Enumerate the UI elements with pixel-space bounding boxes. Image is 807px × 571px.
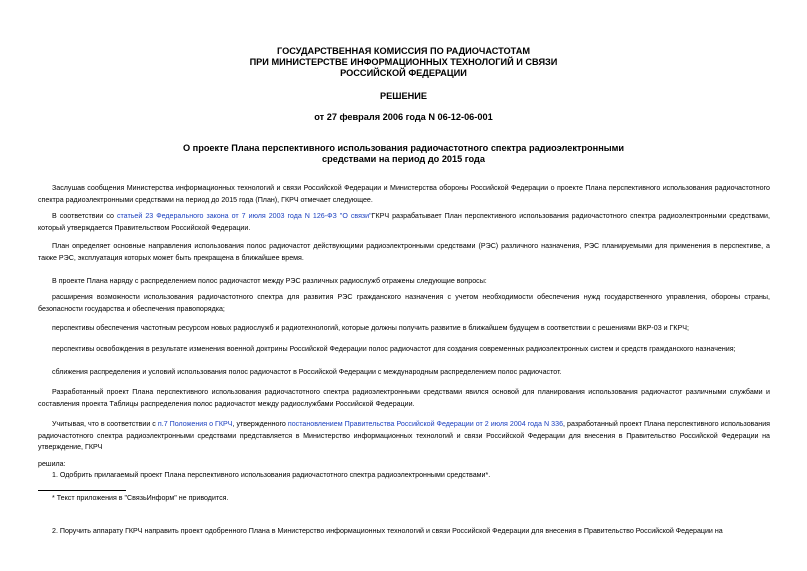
paragraph-text: ГКРЧ разрабатывает План перспективного использования радиочастотного спектра радиоэлектронными средствами, который утверждается Правительством Российской Федерации.	[38, 212, 770, 232]
government-resolution-link[interactable]: постановлением Правительства Российской Федерации от 2 июля 2004 года N 336	[287, 420, 564, 428]
paragraph-issues-intro: В проекте Плана наряду с распределением полос радиочастот между РЭС различных радиослужб отражены следующие вопросы:	[52, 277, 487, 285]
paragraph-text: , утвержденного	[232, 420, 288, 428]
paragraph-intro: Заслушав сообщения Министерства информационных технологий и связи Российской Федерации и Министерства обороны Российской Федерации о проекте Плана перспективного использования радиочастотного спектра радиоэлектронными средствами на период до 2015 года (План), ГКРЧ отмечает следующее.	[38, 184, 770, 204]
decided-label: решила:	[38, 460, 66, 468]
paragraph-draft-basis: Разработанный проект Плана перспективного использования радиочастотного спектра радиоэлектронными средствами явился основой для планирования использования радиочастот различными службами и составления проекта Таблицы распределения полос радиочастот между радиослужбами Российской Федерации.	[38, 388, 770, 408]
doc-title-line-2: средствами на период до 2015 года	[322, 154, 485, 164]
gkrch-regulation-link[interactable]: п.7 Положения о ГКРЧ	[157, 420, 233, 428]
paragraph-plan-scope: План определяет основные направления использования полос радиочастот действующими радиоэлектронными средствами (РЭС) различного назначения, РЭС планируемыми для применения в перспективе, а также РЭС, эксплуатация которых может быть прекращена в ближайшее время.	[38, 242, 770, 262]
doc-type-heading: РЕШЕНИЕ	[380, 91, 427, 101]
decision-item-2: 2. Поручить аппарату ГКРЧ направить проект одобренного Плана в Министерство информационных технологий и связи Российской Федерации для внесения в Правительство Российской Федерации на	[52, 527, 723, 535]
list-item-military-release: перспективы освобождения в результате изменения военной доктрины Российской Федерации полос радиочастот для создания современных радиоэлектронных систем и средств гражданского назначения;	[52, 345, 736, 353]
org-name-line-2: ПРИ МИНИСТЕРСТВЕ ИНФОРМАЦИОННЫХ ТЕХНОЛОГИЙ И СВЯЗИ	[249, 57, 558, 67]
communications-law-link[interactable]: "О связи"	[339, 212, 372, 220]
list-item-international-alignment: сближения распределения и условий использования полос радиочастот в Российской Федерации с международным распределением полос радиочастот.	[52, 368, 562, 376]
paragraph-text: Учитывая, что в соответствии с	[52, 420, 158, 428]
paragraph-considering	[38, 419, 770, 454]
doc-date: от 27 февраля 2006 года N 06-12-06-001	[314, 112, 493, 122]
decision-item-1: 1. Одобрить прилагаемый проект Плана перспективного использования радиочастотного спектра радиоэлектронными средствами*.	[52, 471, 491, 479]
org-name-line-3: РОССИЙСКОЙ ФЕДЕРАЦИИ	[340, 68, 467, 78]
list-item-spectrum-expansion: расширения возможности использования радиочастотного спектра для развития РЭС гражданского назначения с учетом необходимости обеспечения нужд государственного управления, обороны страны, безопасности государства и обеспечения правопорядка;	[38, 293, 770, 313]
footnote-separator	[38, 490, 126, 491]
paragraph-text: , разработанный проект Плана перспективного использования радиочастотного спектра радиоэлектронными средствами представляется в Министерство информационных технологий и связи Российской Федерации для внесения в Правительство Российской Федерации на утверждение, ГКРЧ	[38, 420, 771, 451]
footnote: * Текст приложения в "СвязьИнформ" не приводится.	[52, 494, 229, 502]
paragraph-text: В соответствии со	[52, 212, 117, 220]
paragraph-legal-basis	[38, 211, 770, 234]
org-name-line-1: ГОСУДАРСТВЕННАЯ КОМИССИЯ ПО РАДИОЧАСТОТАМ	[277, 46, 530, 56]
law-article-link[interactable]: статьей 23 Федерального закона от 7 июля 2003 года N 126-ФЗ	[116, 212, 337, 220]
list-item-new-services: перспективы обеспечения частотным ресурсом новых радиослужб и радиотехнологий, которые должны получить развитие в ближайшем будущем в соответствии с решениями ВКР-03 и ГКРЧ;	[52, 324, 689, 332]
doc-title-line-1: О проекте Плана перспективного использования радиочастотного спектра радиоэлектронными	[182, 143, 625, 153]
